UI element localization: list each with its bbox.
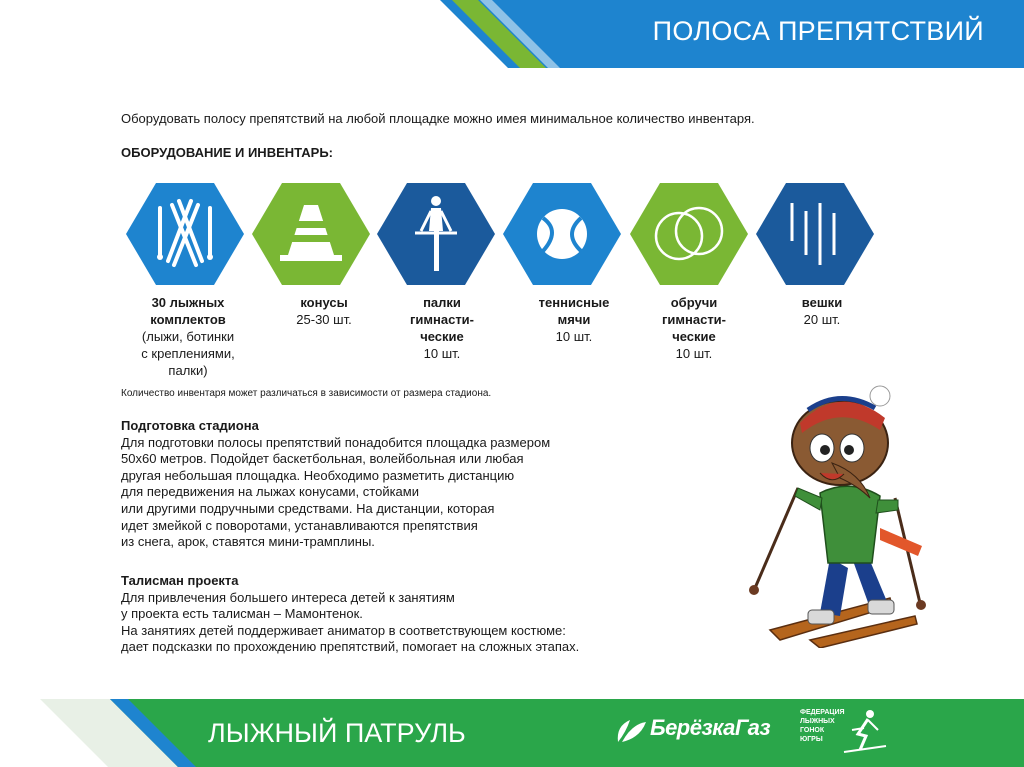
caption-cones: конусы 25-30 шт.	[296, 295, 352, 327]
inventory-note: Количество инвентаря может различаться в зависимости от размера стадиона.	[121, 388, 492, 399]
brand-name: БерёзкаГаз	[650, 715, 771, 740]
text-line: дает подсказки по прохождению препятствий, помогает на сложных этапах.	[121, 639, 580, 655]
header-banner	[0, 0, 1024, 68]
gymnast-icon	[377, 183, 495, 285]
leaf-logo-icon	[612, 712, 648, 753]
tennis-ball-icon	[503, 183, 621, 285]
text-line: из снега, арок, ставятся мини-трамплины.	[121, 534, 375, 550]
caption-poles: вешки 20 шт.	[801, 295, 843, 327]
text-line: идет змейкой с поворотами, устанавливаются препятствия	[121, 517, 478, 533]
intro-text: Оборудовать полосу препятствий на любой площадке можно имея минимальное количество инвентаря.	[121, 111, 755, 126]
text-line: Для подготовки полосы препятствий понадобится площадка размером	[121, 434, 551, 450]
text-line: Для привлечения большего интереса детей к занятиям	[121, 589, 455, 605]
text-line: для передвижения на лыжах конусами, стойками	[121, 484, 419, 500]
mascot-section	[121, 573, 579, 656]
skis-icon	[126, 183, 244, 285]
federation-logo: ФЕДЕРАЦИЯ ЛЫЖНЫХ ГОНОК ЮГРЫ	[800, 709, 845, 743]
mascot-heading: Талисман проекта	[121, 573, 239, 588]
text-line: у проекта есть талисман – Мамонтенок.	[121, 606, 363, 622]
text-line: или другими подручными средствами. На дистанции, которая	[121, 500, 495, 516]
cone-icon	[252, 183, 370, 285]
hoops-icon	[630, 183, 748, 285]
caption-gym-sticks: палки гимнасти- ческие 10 шт.	[409, 295, 475, 361]
stadium-section	[121, 418, 550, 551]
caption-tennis-balls: теннисные мячи 10 шт.	[538, 295, 610, 344]
caption-hoops: обручи гимнасти- ческие 10 шт.	[661, 295, 727, 361]
page-title: ПОЛОСА ПРЕПЯТСТВИЙ	[652, 16, 984, 46]
mascot-illustration	[740, 378, 940, 653]
footer-title: ЛЫЖНЫЙ ПАТРУЛЬ	[208, 718, 466, 748]
poles-icon	[756, 183, 874, 285]
stadium-heading: Подготовка стадиона	[121, 418, 259, 433]
equipment-heading: ОБОРУДОВАНИЕ И ИНВЕНТАРЬ:	[121, 145, 333, 160]
skier-icon	[840, 706, 890, 761]
text-line: На занятиях детей поддерживает аниматор в соответствующем костюме:	[121, 622, 566, 638]
text-line: другая небольшая площадка. Необходимо разметить дистанцию	[121, 467, 515, 483]
text-line: 50х60 метров. Подойдет баскетбольная, волейбольная или любая	[121, 451, 524, 467]
caption-skis: 30 лыжных комплектов (лыжи, ботинки с креплениями, палки)	[141, 295, 235, 378]
